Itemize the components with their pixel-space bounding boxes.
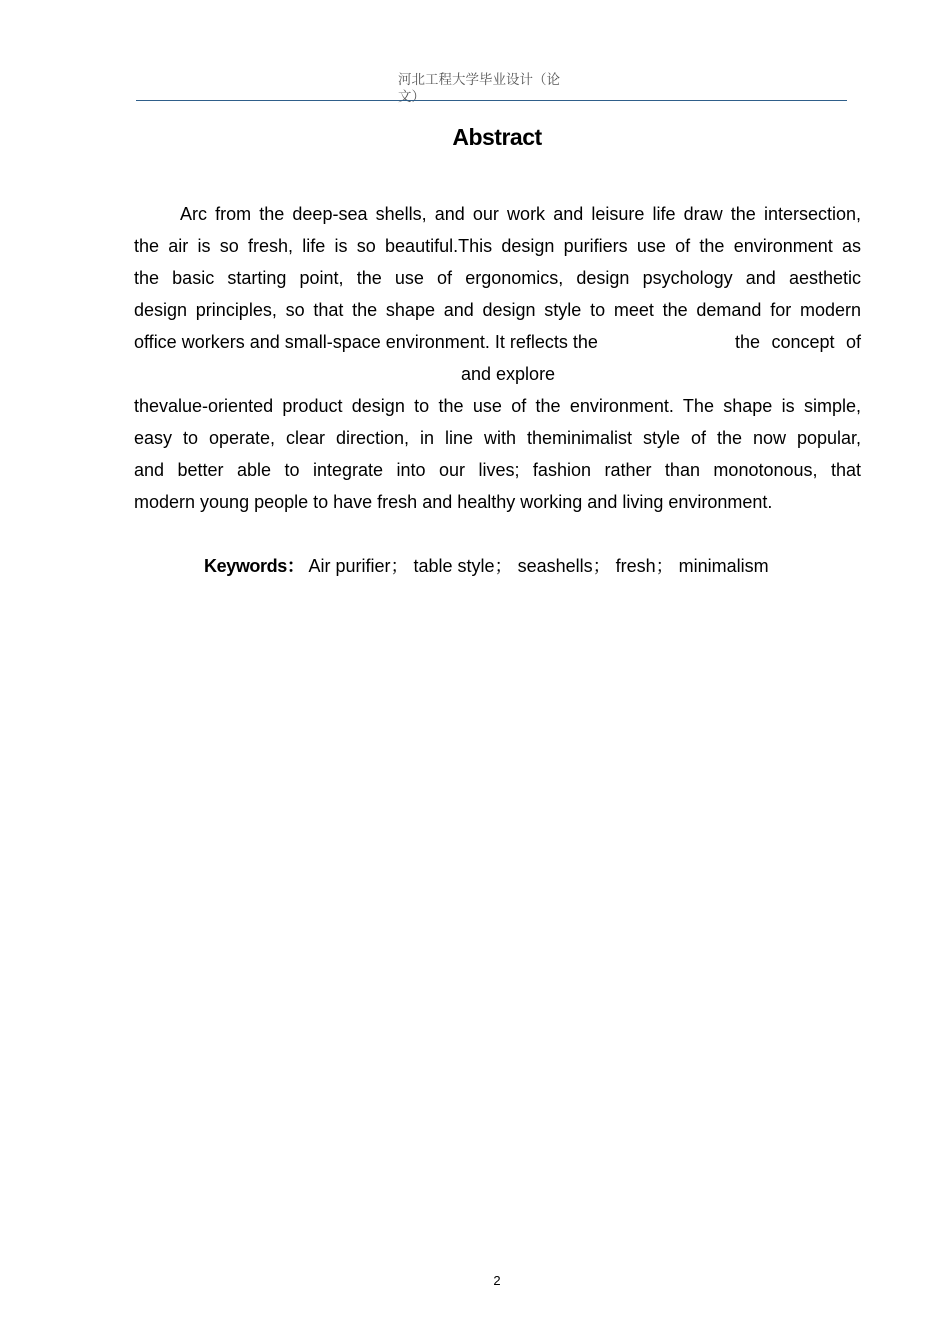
keywords bbox=[204, 554, 769, 579]
keyword: seashells bbox=[517, 556, 593, 576]
abstract-line-5-right: the concept of bbox=[735, 332, 861, 352]
keyword-separator: ； bbox=[390, 556, 409, 577]
abstract-line-3: the basic starting point, the use of ergonomics, design psychology and aesthetic bbox=[134, 268, 861, 288]
abstract-line-1: Arc from the deep-sea shells, and our work and leisure life draw the intersection, bbox=[180, 204, 861, 224]
abstract-line-8: easy to operate, clear direction, in line with theminimalist style of the now popular, bbox=[134, 428, 861, 448]
abstract-line-6: and explore bbox=[461, 364, 556, 384]
keyword: minimalism bbox=[678, 556, 769, 576]
keyword-separator: ； bbox=[592, 556, 611, 577]
keyword: table style bbox=[413, 556, 495, 576]
abstract-line-10: modern young people to have fresh and healthy working and living environment. bbox=[134, 492, 773, 512]
abstract-line-7: thevalue-oriented product design to the use of the environment. The shape is simple, bbox=[134, 396, 861, 416]
abstract-line-2: the air is so fresh, life is so beautiful.This design purifiers use of the environment as bbox=[134, 236, 861, 256]
keyword: fresh bbox=[615, 556, 656, 576]
header-rule bbox=[136, 100, 847, 101]
keywords-label: Keywords： bbox=[204, 556, 305, 576]
keyword-separator: ； bbox=[655, 556, 674, 577]
running-header: 河北工程大学毕业设计（论文） bbox=[398, 72, 560, 105]
keyword-separator: ； bbox=[494, 556, 513, 577]
page-number: 2 bbox=[493, 1273, 501, 1288]
abstract-title: Abstract bbox=[452, 124, 542, 150]
abstract-line-5: office workers and small-space environment. It reflects the bbox=[134, 332, 598, 352]
keyword: Air purifier bbox=[308, 556, 391, 576]
abstract-line-9: and better able to integrate into our lives; fashion rather than monotonous, that bbox=[134, 460, 861, 480]
abstract-line-4: design principles, so that the shape and design style to meet the demand for modern bbox=[134, 300, 861, 320]
